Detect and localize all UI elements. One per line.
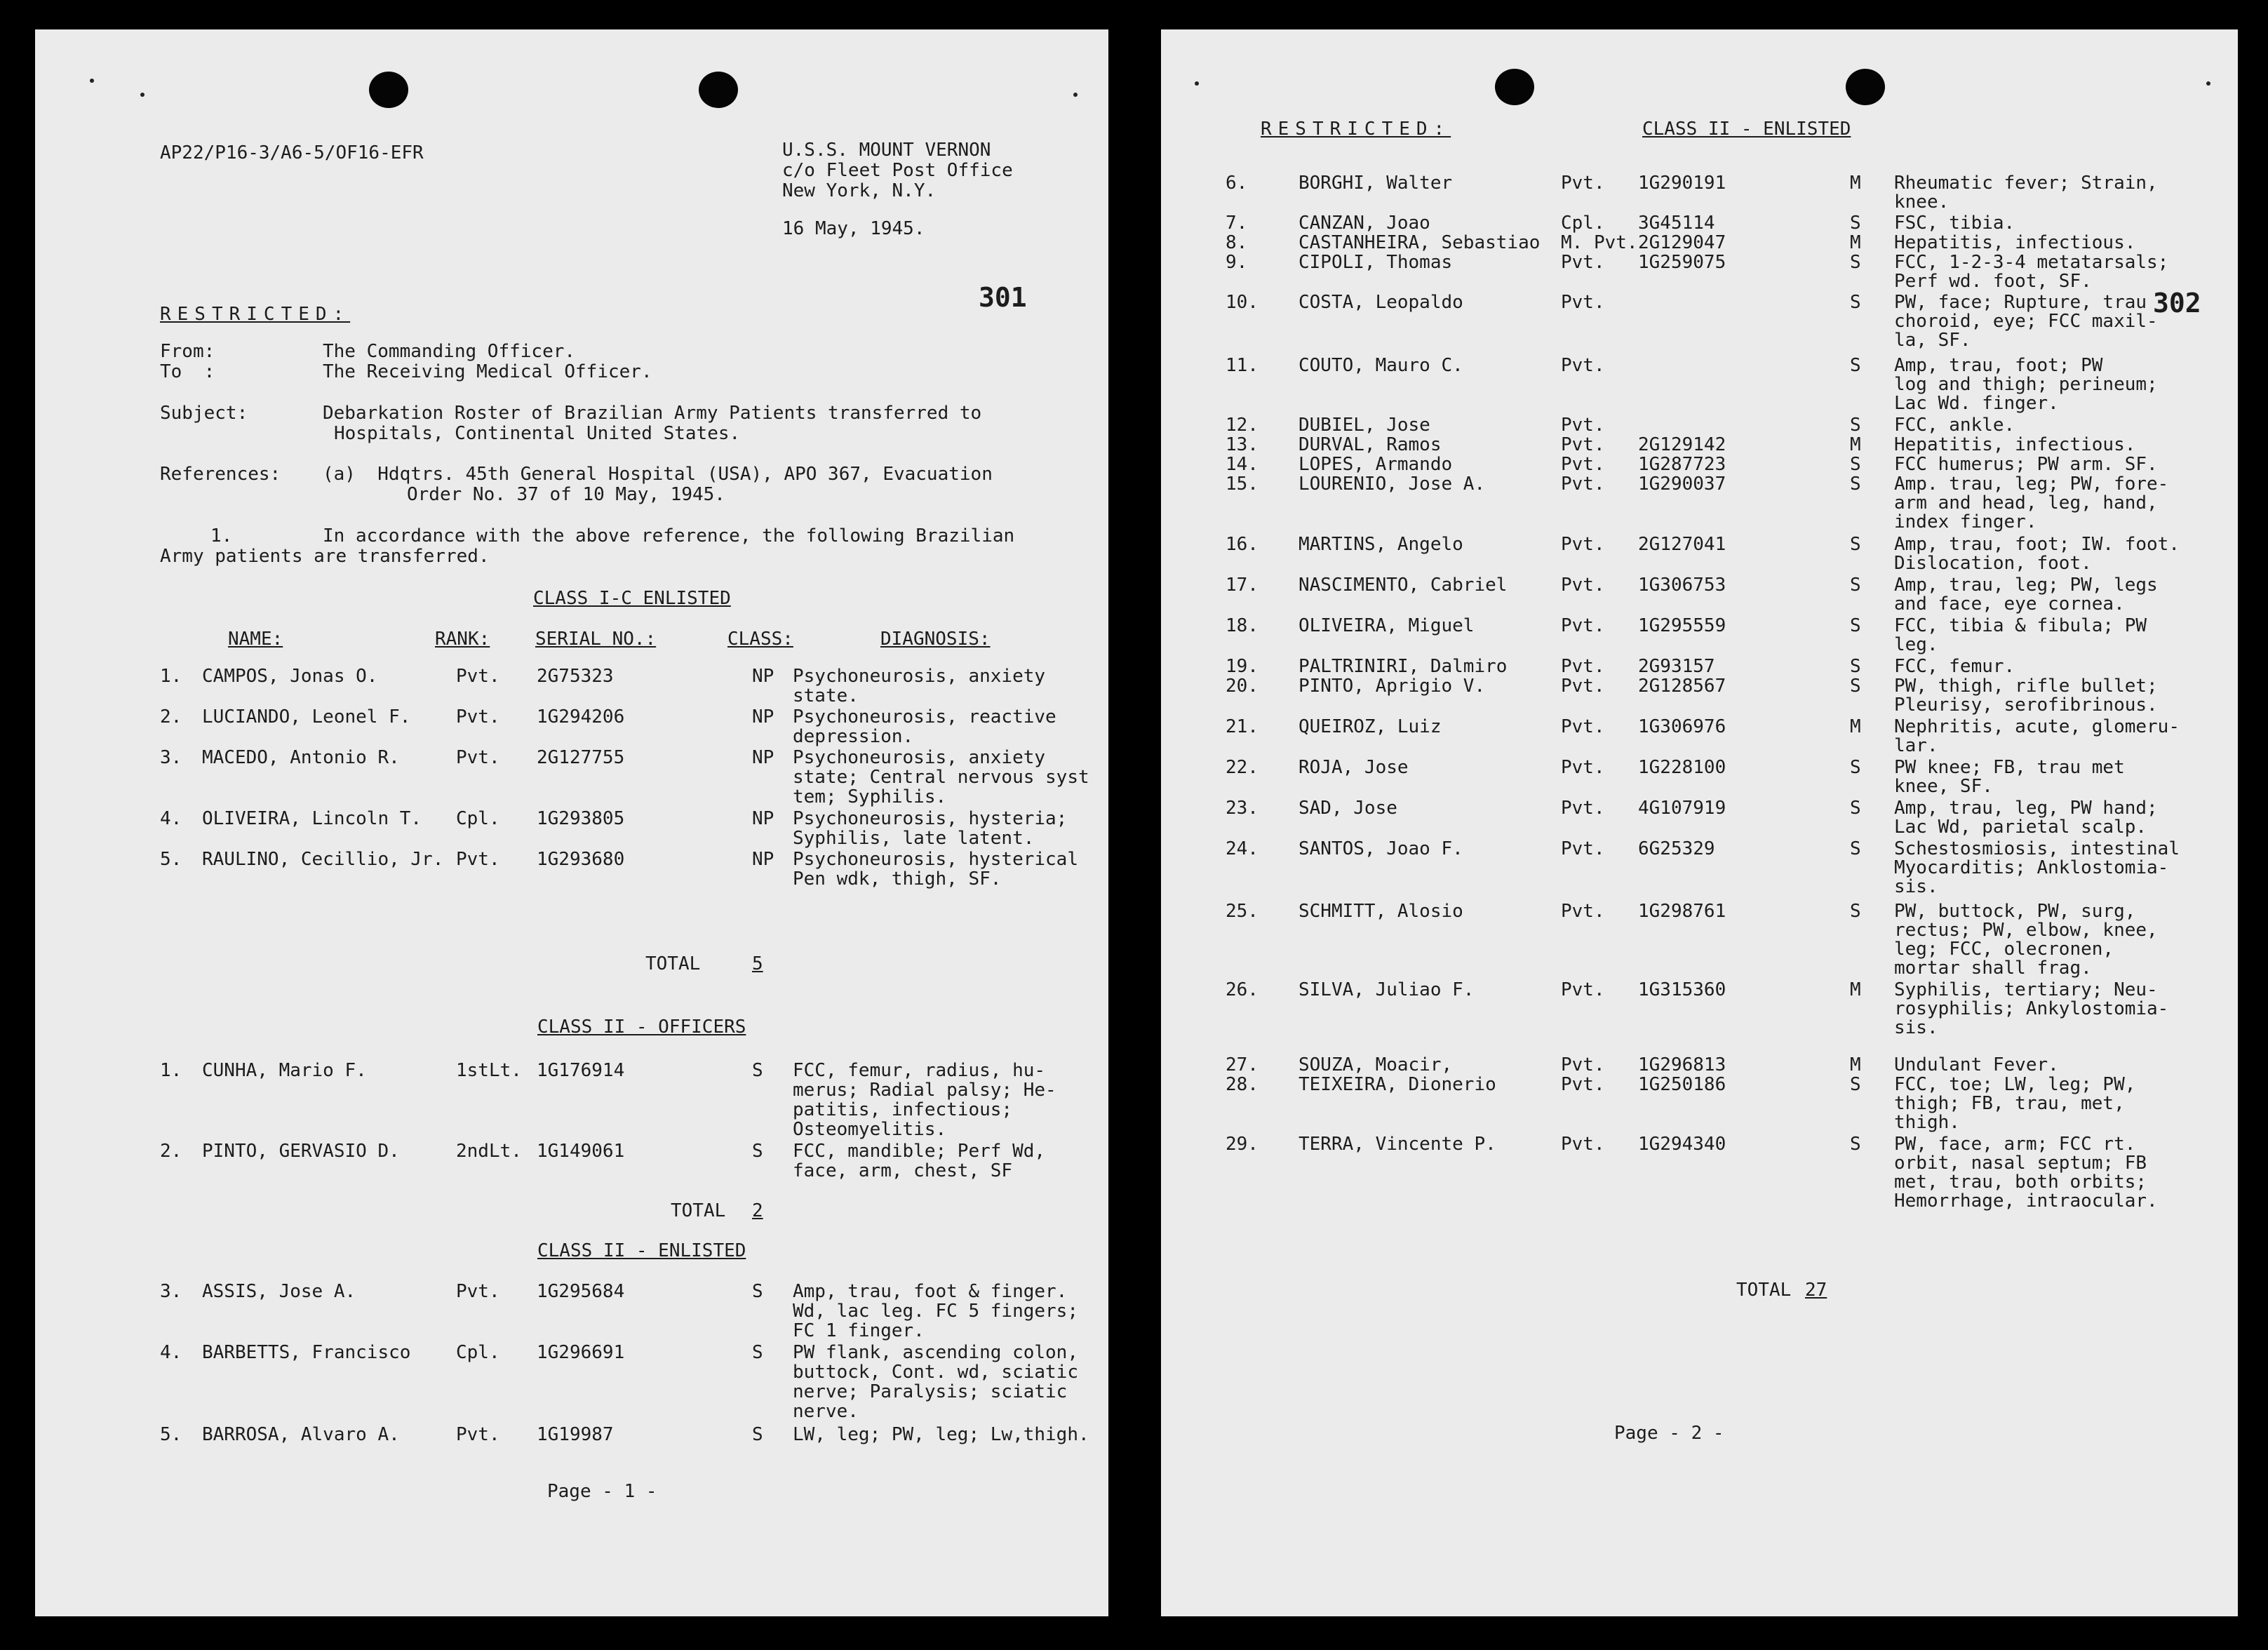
diagnosis-line: PW, face, arm; FCC rt. bbox=[1894, 1134, 2136, 1155]
row-number: 3. bbox=[160, 1281, 182, 1302]
row-number: 3. bbox=[160, 747, 182, 768]
patient-name: BARROSA, Alvaro A. bbox=[202, 1424, 400, 1445]
restricted-marking: RESTRICTED: bbox=[160, 304, 351, 325]
serial-number: 1G250186 bbox=[1638, 1074, 1726, 1095]
patient-name: CANZAN, Joao bbox=[1299, 213, 1430, 234]
patient-rank: Pvt. bbox=[1561, 474, 1605, 495]
serial-number: 1G306976 bbox=[1638, 716, 1726, 737]
patient-class: S bbox=[1850, 355, 1861, 376]
diagnosis-line: Pen wdk, thigh, SF. bbox=[793, 868, 1002, 890]
row-number: 10. bbox=[1226, 292, 1259, 313]
patient-rank: Pvt. bbox=[1561, 757, 1605, 778]
patient-name: LOPES, Armando bbox=[1299, 454, 1453, 475]
diagnosis-line: Lac Wd. finger. bbox=[1894, 393, 2059, 414]
patient-rank: Pvt. bbox=[1561, 798, 1605, 819]
patient-rank: Cpl. bbox=[1561, 213, 1605, 234]
patient-class: S bbox=[1850, 676, 1861, 697]
patient-class: NP bbox=[752, 666, 774, 687]
serial-number: 2G127041 bbox=[1638, 534, 1726, 555]
patient-name: LOURENIO, Jose A. bbox=[1299, 474, 1486, 495]
patient-class: M bbox=[1850, 1054, 1861, 1075]
patient-rank: Pvt. bbox=[1561, 901, 1605, 922]
diagnosis-line: FCC humerus; PW arm. SF. bbox=[1894, 454, 2158, 475]
patient-name: ASSIS, Jose A. bbox=[202, 1281, 356, 1302]
row-number: 7. bbox=[1226, 213, 1248, 234]
patient-name: LUCIANDO, Leonel F. bbox=[202, 706, 411, 727]
to-value: The Receiving Medical Officer. bbox=[323, 361, 652, 382]
patient-rank: Pvt. bbox=[1561, 716, 1605, 737]
patient-name: OLIVEIRA, Miguel bbox=[1299, 615, 1475, 636]
row-number: 23. bbox=[1226, 798, 1259, 819]
patient-name: DURVAL, Ramos bbox=[1299, 434, 1442, 455]
patient-class: S bbox=[1850, 575, 1861, 596]
diagnosis-line: Amp, trau, foot; PW bbox=[1894, 355, 2103, 376]
document-page-2 bbox=[1161, 29, 2238, 1616]
patient-class: M bbox=[1850, 979, 1861, 1000]
from-value: The Commanding Officer. bbox=[323, 341, 576, 362]
row-number: 5. bbox=[160, 849, 182, 870]
patient-name: CUNHA, Mario F. bbox=[202, 1060, 367, 1081]
diagnosis-line: nerve. bbox=[793, 1401, 859, 1422]
diagnosis-line: Amp, trau, foot; IW. foot. bbox=[1894, 534, 2180, 555]
diagnosis-line: FCC, toe; LW, leg; PW, bbox=[1894, 1074, 2136, 1095]
total-label: TOTAL bbox=[671, 1200, 726, 1221]
patient-name: SOUZA, Moacir, bbox=[1299, 1054, 1453, 1075]
patient-class: S bbox=[1850, 798, 1861, 819]
references-line-1: (a) Hdqtrs. 45th General Hospital (USA), APO 367, Evacuation bbox=[323, 464, 993, 485]
subject-line-1: Debarkation Roster of Brazilian Army Patients transferred to bbox=[323, 403, 982, 424]
patient-class: S bbox=[752, 1424, 763, 1445]
patient-rank: Pvt. bbox=[1561, 454, 1605, 475]
patient-rank: 1stLt. bbox=[456, 1060, 522, 1081]
diagnosis-line: lar. bbox=[1894, 735, 1938, 756]
row-number: 27. bbox=[1226, 1054, 1259, 1075]
patient-name: ROJA, Jose bbox=[1299, 757, 1409, 778]
diagnosis-line: Amp, trau, leg; PW, legs bbox=[1894, 575, 2158, 596]
serial-number: 1G294206 bbox=[537, 706, 625, 727]
patient-class: S bbox=[1850, 474, 1861, 495]
serial-number: 1G298761 bbox=[1638, 901, 1726, 922]
patient-rank: 2ndLt. bbox=[456, 1141, 522, 1162]
punch-hole-icon bbox=[1846, 69, 1885, 105]
patient-rank: Pvt. bbox=[1561, 575, 1605, 596]
serial-number: 1G290191 bbox=[1638, 173, 1726, 194]
patient-rank: Pvt. bbox=[1561, 1054, 1605, 1075]
diagnosis-line: Rheumatic fever; Strain, bbox=[1894, 173, 2158, 194]
diagnosis-line: sis. bbox=[1894, 876, 1938, 897]
diagnosis-line: Pleurisy, serofibrinous. bbox=[1894, 695, 2158, 716]
patient-rank: Pvt. bbox=[1561, 434, 1605, 455]
diagnosis-line: Psychoneurosis, hysteria; bbox=[793, 808, 1068, 829]
patient-rank: Pvt. bbox=[1561, 292, 1605, 313]
subject-line-2: Hospitals, Continental United States. bbox=[334, 423, 741, 444]
diagnosis-line: Osteomyelitis. bbox=[793, 1119, 947, 1140]
row-number: 14. bbox=[1226, 454, 1259, 475]
patient-name: BARBETTS, Francisco bbox=[202, 1342, 411, 1363]
patient-name: SILVA, Juliao F. bbox=[1299, 979, 1475, 1000]
paragraph-number: 1. bbox=[210, 525, 233, 546]
patient-rank: Pvt. bbox=[1561, 676, 1605, 697]
diagnosis-line: FCC, 1-2-3-4 metatarsals; bbox=[1894, 252, 2169, 273]
row-number: 12. bbox=[1226, 415, 1259, 436]
page-stamp-number: 302 bbox=[2153, 288, 2201, 318]
diagnosis-line: face, arm, chest, SF bbox=[793, 1160, 1013, 1181]
total-officers: 2 bbox=[752, 1200, 763, 1221]
serial-number: 1G149061 bbox=[537, 1141, 625, 1162]
patient-class: S bbox=[1850, 901, 1861, 922]
patient-name: MACEDO, Antonio R. bbox=[202, 747, 400, 768]
header-serial: SERIAL NO.: bbox=[535, 629, 657, 650]
patient-class: M bbox=[1850, 716, 1861, 737]
diagnosis-line: met, trau, both orbits; bbox=[1894, 1172, 2147, 1193]
diagnosis-line: Undulant Fever. bbox=[1894, 1054, 2059, 1075]
patient-name: PINTO, GERVASIO D. bbox=[202, 1141, 400, 1162]
punch-hole-icon bbox=[1495, 69, 1534, 105]
subject-label: Subject: bbox=[160, 403, 248, 424]
patient-rank: Pvt. bbox=[456, 706, 500, 727]
patient-rank: Pvt. bbox=[456, 1281, 500, 1302]
patient-class: S bbox=[1850, 838, 1861, 859]
diagnosis-line: depression. bbox=[793, 726, 914, 747]
patient-class: S bbox=[752, 1342, 763, 1363]
diagnosis-line: PW, buttock, PW, surg, bbox=[1894, 901, 2136, 922]
header-name: NAME: bbox=[228, 629, 283, 650]
serial-number: 1G294340 bbox=[1638, 1134, 1726, 1155]
patient-rank: M. Pvt. bbox=[1561, 232, 1638, 253]
patient-class: S bbox=[1850, 213, 1861, 234]
diagnosis-line: FCC, femur, radius, hu- bbox=[793, 1060, 1046, 1081]
patient-class: S bbox=[1850, 656, 1861, 677]
serial-number: 1G19987 bbox=[537, 1424, 614, 1445]
patient-name: TERRA, Vincente P. bbox=[1299, 1134, 1496, 1155]
class-ii-enlisted-title: CLASS II - ENLISTED bbox=[537, 1240, 746, 1261]
diagnosis-line: PW, face; Rupture, trau bbox=[1894, 292, 2147, 313]
diagnosis-line: buttock, Cont. wd, sciatic bbox=[793, 1362, 1078, 1383]
diagnosis-line: Amp. trau, leg; PW, fore- bbox=[1894, 474, 2169, 495]
row-number: 9. bbox=[1226, 252, 1248, 273]
patient-rank: Pvt. bbox=[1561, 1074, 1605, 1095]
punch-hole-icon bbox=[369, 72, 408, 108]
diagnosis-line: Psychoneurosis, reactive bbox=[793, 706, 1056, 727]
diagnosis-line: Amp, trau, leg, PW hand; bbox=[1894, 798, 2158, 819]
diagnosis-line: FCC, ankle. bbox=[1894, 415, 2015, 436]
total-class-ii-enlisted: 27 bbox=[1805, 1280, 1827, 1301]
row-number: 15. bbox=[1226, 474, 1259, 495]
row-number: 17. bbox=[1226, 575, 1259, 596]
patient-class: NP bbox=[752, 747, 774, 768]
diagnosis-line: la, SF. bbox=[1894, 330, 1971, 351]
ship-address-line-2: c/o Fleet Post Office bbox=[782, 160, 1013, 181]
patient-name: NASCIMENTO, Cabriel bbox=[1299, 575, 1508, 596]
patient-name: BORGHI, Walter bbox=[1299, 173, 1453, 194]
diagnosis-line: Syphilis, late latent. bbox=[793, 828, 1035, 849]
patient-name: CIPOLI, Thomas bbox=[1299, 252, 1453, 273]
serial-number: 2G93157 bbox=[1638, 656, 1715, 677]
patient-class: S bbox=[1850, 615, 1861, 636]
diagnosis-line: state. bbox=[793, 685, 859, 706]
diagnosis-line: FCC, mandible; Perf Wd, bbox=[793, 1141, 1046, 1162]
row-number: 11. bbox=[1226, 355, 1259, 376]
diagnosis-line: Psychoneurosis, anxiety bbox=[793, 666, 1046, 687]
diagnosis-line: LW, leg; PW, leg; Lw,thigh. bbox=[793, 1424, 1089, 1445]
row-number: 18. bbox=[1226, 615, 1259, 636]
diagnosis-line: index finger. bbox=[1894, 511, 2037, 532]
serial-number: 1G176914 bbox=[537, 1060, 625, 1081]
patient-name: MARTINS, Angelo bbox=[1299, 534, 1463, 555]
diagnosis-line: merus; Radial palsy; He- bbox=[793, 1080, 1056, 1101]
speck-icon bbox=[1073, 93, 1078, 97]
speck-icon bbox=[90, 79, 94, 83]
row-number: 20. bbox=[1226, 676, 1259, 697]
to-label: To : bbox=[160, 361, 215, 382]
diagnosis-line: Hepatitis, infectious. bbox=[1894, 434, 2136, 455]
serial-number: 1G296813 bbox=[1638, 1054, 1726, 1075]
patient-name: CAMPOS, Jonas O. bbox=[202, 666, 378, 687]
diagnosis-line: arm and head, leg, hand, bbox=[1894, 492, 2158, 514]
serial-number: 1G296691 bbox=[537, 1342, 625, 1363]
patient-name: SAD, Jose bbox=[1299, 798, 1397, 819]
patient-rank: Pvt. bbox=[1561, 979, 1605, 1000]
serial-number: 1G228100 bbox=[1638, 757, 1726, 778]
patient-class: S bbox=[1850, 1074, 1861, 1095]
patient-name: TEIXEIRA, Dionerio bbox=[1299, 1074, 1496, 1095]
patient-rank: Pvt. bbox=[456, 849, 500, 870]
patient-class: M bbox=[1850, 173, 1861, 194]
patient-class: S bbox=[752, 1281, 763, 1302]
document-page-1 bbox=[35, 29, 1108, 1616]
diagnosis-line: patitis, infectious; bbox=[793, 1099, 1013, 1120]
patient-rank: Pvt. bbox=[1561, 656, 1605, 677]
patient-class: S bbox=[1850, 454, 1861, 475]
row-number: 6. bbox=[1226, 173, 1248, 194]
serial-number: 1G315360 bbox=[1638, 979, 1726, 1000]
header-class: CLASS: bbox=[727, 629, 793, 650]
speck-icon bbox=[2206, 81, 2210, 86]
diagnosis-line: FSC, tibia. bbox=[1894, 213, 2015, 234]
serial-number: 1G293805 bbox=[537, 808, 625, 829]
diagnosis-line: Lac Wd, parietal scalp. bbox=[1894, 817, 2147, 838]
row-number: 8. bbox=[1226, 232, 1248, 253]
diagnosis-line: mortar shall frag. bbox=[1894, 958, 2092, 979]
diagnosis-line: state; Central nervous syst bbox=[793, 767, 1089, 788]
serial-number: 1G293680 bbox=[537, 849, 625, 870]
ship-address-line-3: New York, N.Y. bbox=[782, 180, 937, 201]
patient-name: SANTOS, Joao F. bbox=[1299, 838, 1463, 859]
header-rank: RANK: bbox=[435, 629, 490, 650]
serial-number: 2G128567 bbox=[1638, 676, 1726, 697]
patient-class: S bbox=[1850, 415, 1861, 436]
class-ic-enlisted-title: CLASS I-C ENLISTED bbox=[533, 588, 731, 609]
file-reference: AP22/P16-3/A6-5/OF16-EFR bbox=[160, 142, 424, 163]
diagnosis-line: rectus; PW, elbow, knee, bbox=[1894, 920, 2158, 941]
diagnosis-line: Myocarditis; Anklostomia- bbox=[1894, 857, 2169, 878]
diagnosis-line: thigh; FB, trau, met, bbox=[1894, 1093, 2125, 1114]
from-label: From: bbox=[160, 341, 215, 362]
serial-number: 6G25329 bbox=[1638, 838, 1715, 859]
row-number: 26. bbox=[1226, 979, 1259, 1000]
patient-name: SCHMITT, Alosio bbox=[1299, 901, 1463, 922]
patient-rank: Pvt. bbox=[456, 747, 500, 768]
page-stamp-number: 301 bbox=[979, 282, 1027, 313]
serial-number: 4G107919 bbox=[1638, 798, 1726, 819]
patient-class: S bbox=[1850, 292, 1861, 313]
patient-name: DUBIEL, Jose bbox=[1299, 415, 1430, 436]
patient-class: S bbox=[1850, 534, 1861, 555]
diagnosis-line: leg. bbox=[1894, 634, 1938, 655]
diagnosis-line: log and thigh; perineum; bbox=[1894, 374, 2158, 395]
page-number-label: Page - 1 - bbox=[547, 1481, 657, 1502]
row-number: 24. bbox=[1226, 838, 1259, 859]
serial-number: 1G259075 bbox=[1638, 252, 1726, 273]
diagnosis-line: orbit, nasal septum; FB bbox=[1894, 1153, 2147, 1174]
patient-class: S bbox=[1850, 252, 1861, 273]
total-label: TOTAL bbox=[1736, 1280, 1792, 1301]
diagnosis-line: Hepatitis, infectious. bbox=[1894, 232, 2136, 253]
speck-icon bbox=[1195, 81, 1199, 86]
diagnosis-line: choroid, eye; FCC maxil- bbox=[1894, 311, 2158, 332]
row-number: 13. bbox=[1226, 434, 1259, 455]
patient-class: S bbox=[752, 1141, 763, 1162]
diagnosis-line: nerve; Paralysis; sciatic bbox=[793, 1381, 1068, 1402]
patient-class: S bbox=[1850, 757, 1861, 778]
row-number: 1. bbox=[160, 666, 182, 687]
row-number: 19. bbox=[1226, 656, 1259, 677]
patient-class: NP bbox=[752, 706, 774, 727]
serial-number: 2G75323 bbox=[537, 666, 614, 687]
diagnosis-line: knee. bbox=[1894, 192, 1950, 213]
diagnosis-line: and face, eye cornea. bbox=[1894, 593, 2125, 615]
header-diagnosis: DIAGNOSIS: bbox=[880, 629, 991, 650]
diagnosis-line: leg; FCC, olecronen, bbox=[1894, 939, 2114, 960]
diagnosis-line: Nephritis, acute, glomeru- bbox=[1894, 716, 2180, 737]
serial-number: 1G295559 bbox=[1638, 615, 1726, 636]
patient-class: M bbox=[1850, 434, 1861, 455]
patient-rank: Pvt. bbox=[456, 1424, 500, 1445]
diagnosis-line: FC 1 finger. bbox=[793, 1320, 925, 1341]
diagnosis-line: Amp, trau, foot & finger. bbox=[793, 1281, 1068, 1302]
serial-number: 1G290037 bbox=[1638, 474, 1726, 495]
speck-icon bbox=[140, 93, 145, 97]
diagnosis-line: Psychoneurosis, anxiety bbox=[793, 747, 1046, 768]
serial-number: 1G287723 bbox=[1638, 454, 1726, 475]
diagnosis-line: Dislocation, foot. bbox=[1894, 553, 2092, 574]
diagnosis-line: rosyphilis; Ankylostomia- bbox=[1894, 998, 2169, 1019]
row-number: 16. bbox=[1226, 534, 1259, 555]
diagnosis-line: FCC, femur. bbox=[1894, 656, 2015, 677]
patient-class: NP bbox=[752, 808, 774, 829]
patient-class: NP bbox=[752, 849, 774, 870]
diagnosis-line: PW flank, ascending colon, bbox=[793, 1342, 1078, 1363]
patient-rank: Pvt. bbox=[1561, 173, 1605, 194]
patient-name: PALTRINIRI, Dalmiro bbox=[1299, 656, 1508, 677]
row-number: 4. bbox=[160, 1342, 182, 1363]
row-number: 2. bbox=[160, 706, 182, 727]
row-number: 28. bbox=[1226, 1074, 1259, 1095]
diagnosis-line: Schestosmiosis, intestinal bbox=[1894, 838, 2180, 859]
page-number-label: Page - 2 - bbox=[1614, 1423, 1724, 1444]
serial-number: 1G306753 bbox=[1638, 575, 1726, 596]
diagnosis-line: Psychoneurosis, hysterical bbox=[793, 849, 1078, 870]
paragraph-line-2: Army patients are transferred. bbox=[160, 546, 490, 567]
letter-date: 16 May, 1945. bbox=[782, 218, 925, 239]
patient-rank: Pvt. bbox=[1561, 252, 1605, 273]
patient-name: QUEIROZ, Luiz bbox=[1299, 716, 1442, 737]
diagnosis-line: sis. bbox=[1894, 1017, 1938, 1038]
row-number: 29. bbox=[1226, 1134, 1259, 1155]
patient-name: COUTO, Mauro C. bbox=[1299, 355, 1463, 376]
row-number: 22. bbox=[1226, 757, 1259, 778]
patient-name: PINTO, Aprigio V. bbox=[1299, 676, 1486, 697]
serial-number: 1G295684 bbox=[537, 1281, 625, 1302]
class-ii-enlisted-title: CLASS II - ENLISTED bbox=[1642, 119, 1851, 140]
patient-rank: Pvt. bbox=[1561, 838, 1605, 859]
row-number: 4. bbox=[160, 808, 182, 829]
patient-rank: Pvt. bbox=[1561, 615, 1605, 636]
diagnosis-line: knee, SF. bbox=[1894, 776, 1993, 797]
row-number: 1. bbox=[160, 1060, 182, 1081]
patient-rank: Pvt. bbox=[456, 666, 500, 687]
patient-rank: Pvt. bbox=[1561, 1134, 1605, 1155]
row-number: 2. bbox=[160, 1141, 182, 1162]
total-label: TOTAL bbox=[645, 953, 701, 974]
serial-number: 2G129047 bbox=[1638, 232, 1726, 253]
ship-address-line-1: U.S.S. MOUNT VERNON bbox=[782, 140, 991, 161]
row-number: 21. bbox=[1226, 716, 1259, 737]
diagnosis-line: Wd, lac leg. FC 5 fingers; bbox=[793, 1301, 1078, 1322]
patient-name: COSTA, Leopaldo bbox=[1299, 292, 1463, 313]
patient-class: S bbox=[1850, 1134, 1861, 1155]
diagnosis-line: PW knee; FB, trau met bbox=[1894, 757, 2125, 778]
references-line-2: Order No. 37 of 10 May, 1945. bbox=[407, 484, 725, 505]
patient-rank: Cpl. bbox=[456, 808, 500, 829]
serial-number: 2G129142 bbox=[1638, 434, 1726, 455]
serial-number: 2G127755 bbox=[537, 747, 625, 768]
diagnosis-line: PW, thigh, rifle bullet; bbox=[1894, 676, 2158, 697]
diagnosis-line: tem; Syphilis. bbox=[793, 786, 947, 807]
diagnosis-line: Perf wd. foot, SF. bbox=[1894, 271, 2092, 292]
references-label: References: bbox=[160, 464, 281, 485]
row-number: 5. bbox=[160, 1424, 182, 1445]
patient-class: M bbox=[1850, 232, 1861, 253]
diagnosis-line: FCC, tibia & fibula; PW bbox=[1894, 615, 2147, 636]
patient-name: CASTANHEIRA, Sebastiao bbox=[1299, 232, 1541, 253]
row-number: 25. bbox=[1226, 901, 1259, 922]
diagnosis-line: Hemorrhage, intraocular. bbox=[1894, 1190, 2158, 1212]
serial-number: 3G45114 bbox=[1638, 213, 1715, 234]
patient-rank: Pvt. bbox=[1561, 534, 1605, 555]
patient-name: RAULINO, Cecillio, Jr. bbox=[202, 849, 444, 870]
diagnosis-line: thigh. bbox=[1894, 1112, 1960, 1133]
paragraph-line-1: In accordance with the above reference, the following Brazilian bbox=[323, 525, 1015, 546]
total-class-ic: 5 bbox=[752, 953, 763, 974]
class-ii-officers-title: CLASS II - OFFICERS bbox=[537, 1017, 746, 1038]
diagnosis-line: Syphilis, tertiary; Neu- bbox=[1894, 979, 2158, 1000]
patient-rank: Cpl. bbox=[456, 1342, 500, 1363]
patient-rank: Pvt. bbox=[1561, 355, 1605, 376]
patient-rank: Pvt. bbox=[1561, 415, 1605, 436]
patient-name: OLIVEIRA, Lincoln T. bbox=[202, 808, 422, 829]
restricted-marking: RESTRICTED: bbox=[1261, 119, 1451, 140]
punch-hole-icon bbox=[699, 72, 738, 108]
patient-class: S bbox=[752, 1060, 763, 1081]
